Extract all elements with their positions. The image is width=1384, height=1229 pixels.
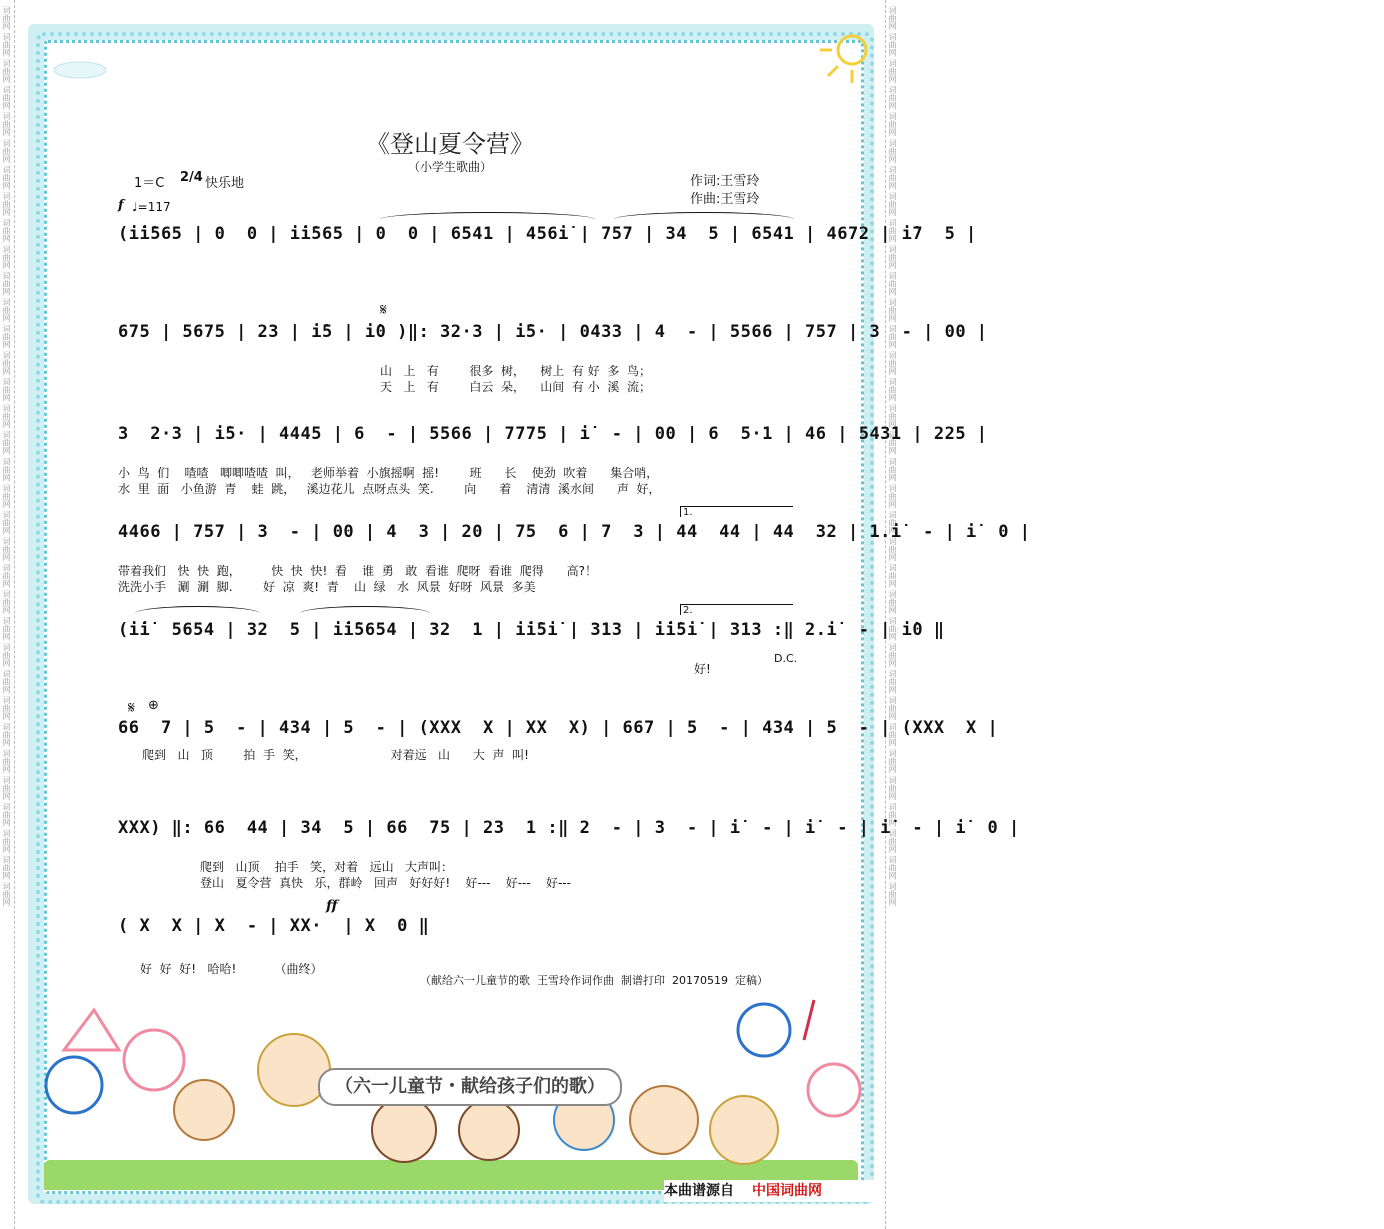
notation-row-4: 4466 | 757 | 3 - | 00 | 4 3 | 20 | 75 6 | 7 3 | 44 44 | 44 32 | 1.i̇ - | i̇ 0 | [118,522,1031,542]
tempo-mark: 快乐地 [205,176,245,191]
source-site-link[interactable]: 中国词曲网 [752,1183,822,1199]
watermark-text: 词曲网 词曲网 词曲网 词曲网 词曲网 词曲网 词曲网 词曲网 词曲网 词曲网 词曲网 词曲网 词曲网 词曲网 词曲网 词曲网 词曲网 词曲网 词曲网 词曲网 词曲网 词曲网 词曲网 词曲网 词曲网 词曲网 词曲网 词曲网 词曲网 词曲网 词曲网 词曲网 词曲网 词曲网 [888,6,897,906]
dedication-line: （献给六一儿童节的歌 王雪玲作词作曲 制谱打印 20170519 定稿） [420,974,768,987]
lyric-verse1-row-4: 带着我们 快 快 跑， 快 快 快! 看 谁 勇 敢 看谁 爬呀 看谁 爬得 高?！ [118,564,598,578]
cloud-icon [50,56,110,80]
metronome-mark: ♩=117 [132,200,171,214]
lyric-verse1-row-7: 爬到 山顶 拍手 笑，对着 远山 大声叫： [200,860,454,874]
slur [614,212,794,227]
lyric-verse2-row-4: 洗洗小手 涮 涮 脚. 好 凉 爽! 青 山 绿 水 风景 好呀 风景 多美 [118,580,536,594]
lyric-row-6: 爬到 山 顶 拍 手 笑， 对着远 山 大 声 叫! [142,748,529,762]
lyric-verse1-row-2: 山 上 有 很多 树， 树上 有 好 多 鸟； [380,364,651,378]
segno-mark-2: 𝄋 [128,698,135,717]
lyric-verse2-row-3: 水 里 面 小鱼游 青 蛙 跳， 溪边花儿 点呀点头 笑. 向 着 清清 溪水间 声 好， [118,482,661,496]
dynamic-mark: f [118,198,124,213]
notation-row-5: (i̇i̇ 5654 | 32 5 | i̇i̇5654 | 32 1 | i̇i̇5i̇ | 313 | i̇i̇5i̇ | 313 :‖ 2.i̇ - | i̇0 ‖ [118,620,945,640]
lyric-row-8: 好 好 好! 哈哈! （曲终） [140,962,323,976]
notation-row-6: 66 7 | 5 - | 434 | 5 - | (XXX X | XX X) | 667 | 5 - | 434 | 5 - | (XXX X | [118,718,999,738]
dc-mark: D.C. [774,652,798,665]
notation-row-2: 675 | 5675 | 23 | i̇5 | i̇0 )‖: 32·3 | i̇5· | 0433 | 4 - | 5566 | 757 | 3 - | 00 | [118,322,988,342]
notation-row-3: 3 2·3 | i̇5· | 4445 | 6 - | 5566 | 7775 | i̇ - | 00 | 6 5·1 | 46 | 5431 | 225 | [118,424,988,444]
key-signature: 1＝C [134,176,165,191]
song-title: 《登山夏令营》 [366,130,534,158]
slur [300,606,430,621]
lyric-verse1-row-3: 小 鸟 们 喳喳 唧唧喳喳 叫， 老师举着 小旗摇啊 摇! 班 长 使劲 吹着 集合哨， [118,466,659,480]
left-watermark-strip [0,0,15,1229]
source-credit [664,1180,874,1202]
slur [135,606,260,621]
first-ending-bracket: 1. [680,506,793,517]
right-watermark-strip [885,0,900,1229]
sun-icon [812,28,872,88]
notation-row-7: XXX) ‖: 66 44 | 34 5 | 66 75 | 23 1 :‖ 2 - | 3 - | i̇ - | i̇ - | i̇ - | i̇ 0 | [118,818,1020,838]
holiday-banner: （六一儿童节・献给孩子们的歌） [318,1068,622,1106]
composer-credit: 作曲:王雪玲 [690,192,760,207]
lyric-verse2-row-7: 登山 夏令营 真快 乐，群岭 回声 好好好! 好--- 好--- 好--- [200,876,571,890]
lyric-verse2-row-2: 天 上 有 白云 朵， 山间 有 小 溪 流； [380,380,651,394]
ff-mark: ff [326,898,338,914]
coda-mark: ⊕ [148,698,159,713]
notation-row-1: (i̇i̇565 | 0 0 | i̇i̇565 | 0 0 | 6541 | 456i̇ | 757 | 34 5 | 6541 | 4672 | i̇7 5 | [118,224,977,244]
slur [380,212,595,227]
segno-mark: 𝄋 [380,300,387,319]
source-label: 本曲谱源自 [664,1183,734,1199]
lyric-row-5: 好! [694,662,711,676]
song-subtitle: （小学生歌曲） [407,160,492,174]
notation-row-8: ( X X | X - | XX· | X 0 ‖ [118,916,430,936]
lyricist-credit: 作词:王雪玲 [690,174,760,189]
watermark-text: 词曲网 词曲网 词曲网 词曲网 词曲网 词曲网 词曲网 词曲网 词曲网 词曲网 词曲网 词曲网 词曲网 词曲网 词曲网 词曲网 词曲网 词曲网 词曲网 词曲网 词曲网 词曲网 词曲网 词曲网 词曲网 词曲网 词曲网 词曲网 词曲网 词曲网 词曲网 词曲网 词曲网 词曲网 [2,6,11,906]
second-ending-bracket: 2. [680,604,793,615]
time-signature: 2/4 [180,170,203,185]
